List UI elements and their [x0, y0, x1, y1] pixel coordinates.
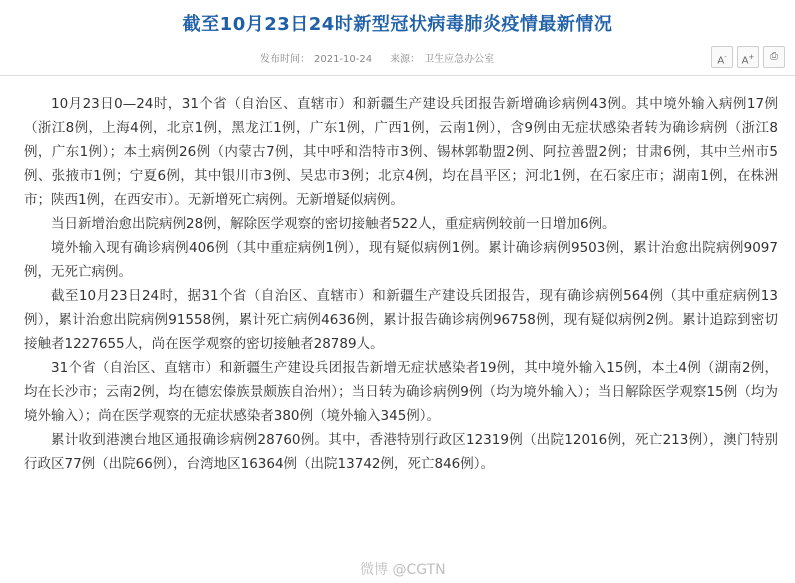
print-button[interactable] — [763, 46, 785, 68]
paragraph-cumulative: 截至10月23日24时，据31个省（自治区、直辖市）和新疆生产建设兵团报告，现有确诊病例564例（其中重症病例13例），累计治愈出院病例91558例，累计死亡病例4636例，累计报告确诊病例96758例，现有疑似病例2例。累计追踪到密切接触者1227655人，尚在医学观察的密切接触者28789人。 — [24, 288, 778, 352]
decrease-font-button[interactable]: A- — [711, 46, 733, 68]
article-body — [24, 92, 778, 476]
paragraph-asymptomatic: 31个省（自治区、直辖市）和新疆生产建设兵团报告新增无症状感染者19例，其中境外输入15例，本土4例（湖南2例，均在长沙市；云南2例，均在德宏傣族景颇族自治州）；当日转为确诊病例9例（均为境外输入）；当日解除医学观察15例（均为境外输入）；尚在医学观察的无症状感染者380例（境外输入345例）。 — [24, 360, 778, 424]
watermark-text: 微博 @CGTN — [360, 562, 446, 578]
paragraph-recoveries: 当日新增治愈出院病例28例，解除医学观察的密切接触者522人，重症病例较前一日增加6例。 — [51, 216, 616, 232]
source-name: 卫生应急办公室 — [424, 54, 495, 65]
publish-label: 发布时间： — [260, 54, 310, 65]
increase-font-button[interactable]: A+ — [737, 46, 759, 68]
article-tools — [711, 46, 785, 68]
article-header — [0, 0, 795, 76]
increase-font-icon: A — [741, 55, 749, 67]
paragraph-imported: 境外输入现有确诊病例406例（其中重症病例1例），现有疑似病例1例。累计确诊病例9503例，累计治愈出院病例9097例，无死亡病例。 — [24, 240, 778, 280]
publish-date: 2021-10-24 — [314, 54, 373, 65]
article-meta — [260, 50, 498, 65]
paragraph-new-cases: 10月23日0—24时，31个省（自治区、直辖市）和新疆生产建设兵团报告新增确诊病例43例。其中境外输入病例17例（浙江8例，上海4例，北京1例，黑龙江1例，广东1例，广西1例，云南1例），含9例由无症状感染者转为确诊病例（浙江8例，广东1例）；本土病例26例（内蒙古7例，其中呼和浩特市3例、锡林郭勒盟2例、阿拉善盟2例；甘肃6例，其中兰州市5例、张掖市1例；宁夏6例，其中银川市3例、吴忠市3例；北京4例，均在昌平区；河北1例，在石家庄市；湖南1例，在株洲市；陕西1例，在西安市）。无新增死亡病例。无新增疑似病例。 — [24, 96, 778, 208]
print-icon: ⎙ — [770, 51, 778, 62]
decrease-font-icon: A — [717, 55, 725, 67]
article-title: 截至10月23日24时新型冠状病毒肺炎疫情最新情况 — [182, 14, 613, 35]
paragraph-hk-macao-taiwan: 累计收到港澳台地区通报确诊病例28760例。其中，香港特别行政区12319例（出院12016例，死亡213例），澳门特别行政区77例（出院66例），台湾地区16364例（出院13742例，死亡846例）。 — [24, 432, 778, 472]
source-label: 来源： — [390, 54, 421, 65]
